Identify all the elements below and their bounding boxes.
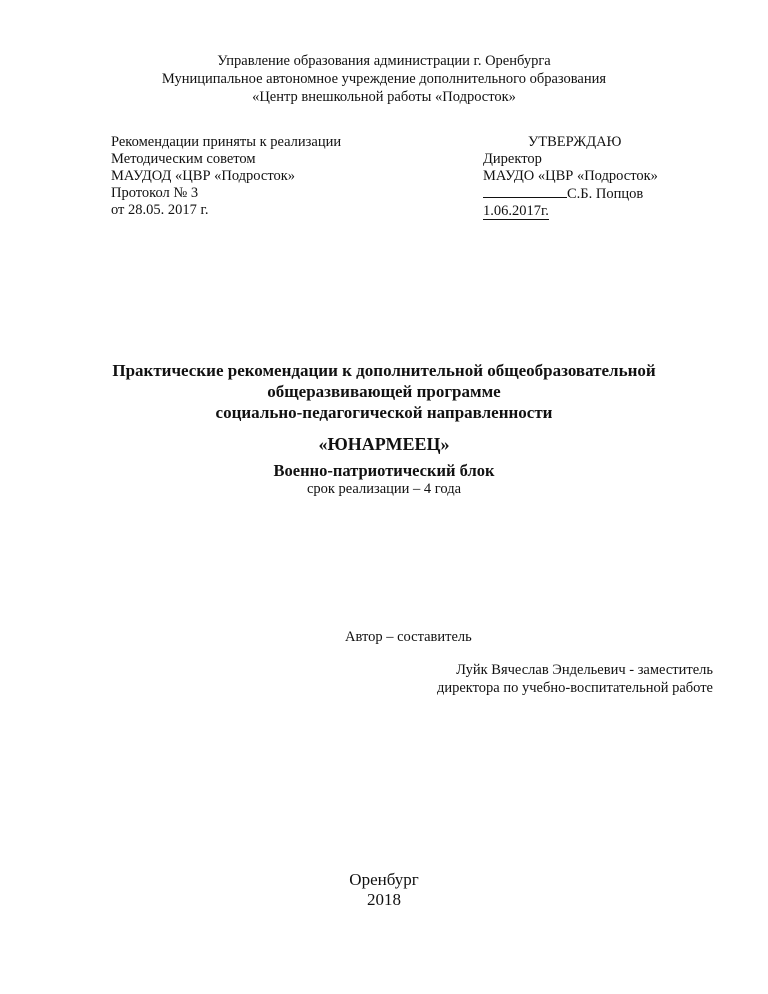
protocol-date-line: от 28.05. 2017 г. — [111, 202, 209, 218]
approve-date: 1.06.2017г. — [483, 203, 549, 219]
organization-line: МАУДОД «ЦВР «Подросток» — [111, 168, 296, 184]
title-line-1: Практические рекомендации к дополнительной общеобразовательной — [112, 361, 656, 380]
header-line-institution: Муниципальное автономное учреждение дополнительного образования — [161, 71, 607, 87]
header-line-center: «Центр внешкольной работы «Подросток» — [252, 89, 516, 105]
document-title-block — [0, 360, 768, 498]
author-name-line: Луйк Вячеслав Эндельевич - заместитель — [456, 662, 713, 678]
director-name: С.Б. Попцов — [567, 186, 644, 202]
approval-approve-block — [483, 134, 658, 220]
organization-header — [0, 52, 768, 106]
council-line: Методическим советом — [111, 151, 256, 167]
accepted-line: Рекомендации приняты к реализации — [111, 134, 342, 150]
header-line-department: Управление образования администрации г. Оренбурга — [217, 53, 551, 69]
footer-city: Оренбург — [349, 870, 419, 889]
approval-accepted-block — [111, 134, 341, 219]
block-name: Военно-патриотический блок — [273, 461, 495, 480]
title-line-3: социально-педагогической направленности — [215, 403, 553, 422]
author-label: Автор – составитель — [345, 629, 472, 645]
director-organization: МАУДО «ЦВР «Подросток» — [483, 168, 658, 184]
footer-year: 2018 — [367, 890, 401, 909]
program-name: «ЮНАРМЕЕЦ» — [318, 434, 450, 454]
signature-line — [483, 185, 658, 203]
director-position: Директор — [483, 151, 542, 167]
author-info — [437, 661, 713, 697]
document-footer — [0, 870, 768, 910]
approve-title: УТВЕРЖДАЮ — [528, 134, 622, 150]
title-line-2: общеразвивающей программе — [267, 382, 501, 401]
author-position-line: директора по учебно-воспитательной работе — [436, 680, 713, 696]
signature-blank — [483, 185, 567, 198]
implementation-term: срок реализации – 4 года — [306, 481, 462, 497]
protocol-line: Протокол № 3 — [111, 185, 199, 201]
